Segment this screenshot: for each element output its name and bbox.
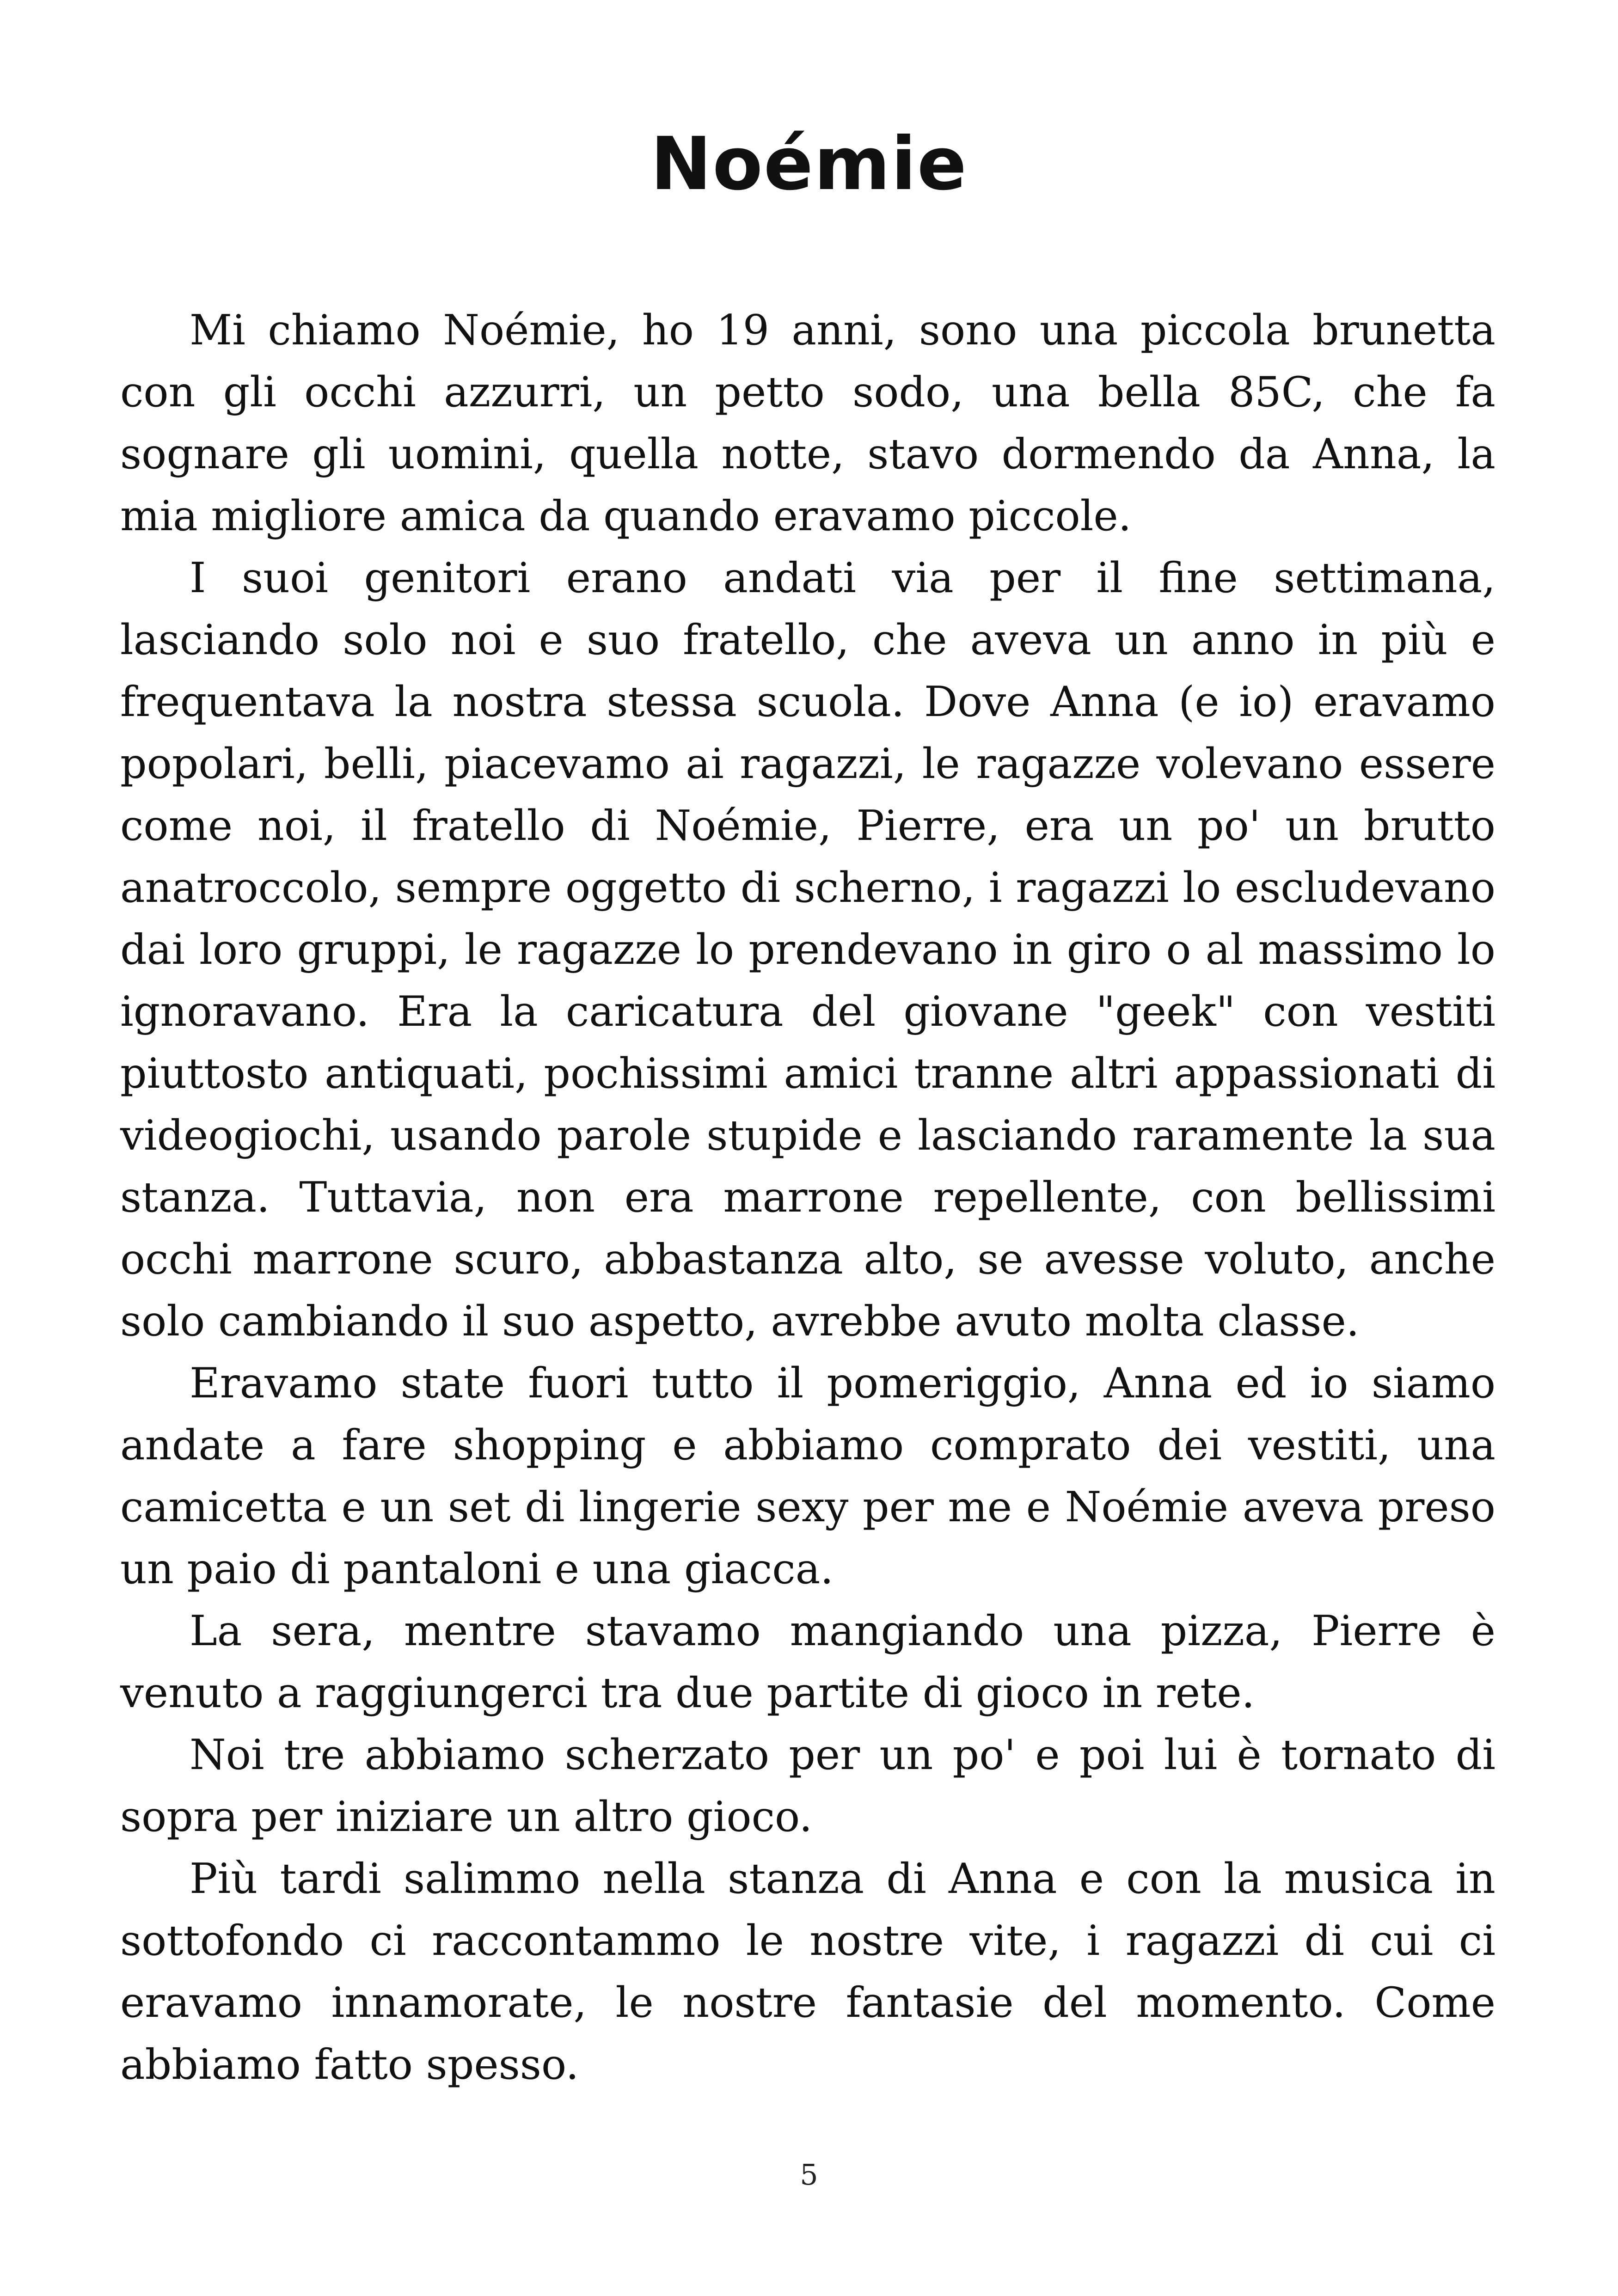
paragraph: Noi tre abbiamo scherzato per un po' e poi lui è tornato di sopra per iniziare un altro gioco. xyxy=(120,1731,1495,1841)
paragraph: La sera, mentre stavamo mangiando una pizza, Pierre è venuto a raggiungerci tra due partite di gioco in rete. xyxy=(120,1607,1495,1717)
paragraph: I suoi genitori erano andati via per il fine settimana, lasciando solo noi e suo fratello, che aveva un anno in più e frequentava la nostra stessa scuola. Dove Anna (e io) eravamo popolari, belli, piacevamo ai ragazzi, le ragazze volevano essere come noi, il fratello di Noémie, Pierre, era un po' un brutto anatroccolo, sempre oggetto di scherno, i ragazzi lo escludevano dai loro gruppi, le ragazze lo prendevano in giro o al massimo lo ignoravano. Era la caricatura del giovane "geek" con vestiti piuttosto antiquati, pochissimi amici tranne altri appassionati di videogiochi, usando parole stupide e lasciando raramente la sua stanza. Tuttavia, non era marrone repellente, con bellissimi occhi marrone scuro, abbastanza alto, se avesse voluto, anche solo cambiando il suo aspetto, avrebbe avuto molta classe. xyxy=(120,554,1495,1346)
body-text xyxy=(120,300,1495,2096)
paragraph: Più tardi salimmo nella stanza di Anna e con la musica in sottofondo ci raccontammo le nostre vite, i ragazzi di cui ci eravamo innamorate, le nostre fantasie del momento. Come abbiamo fatto spesso. xyxy=(120,1855,1495,2089)
paragraph: Eravamo state fuori tutto il pomeriggio, Anna ed io siamo andate a fare shopping e abbiamo comprato dei vestiti, una camicetta e un set di lingerie sexy per me e Noémie aveva preso un paio di pantaloni e una giacca. xyxy=(120,1359,1495,1593)
chapter-title: Noémie xyxy=(650,122,968,207)
page-number: 5 xyxy=(800,2158,818,2192)
paragraph: Mi chiamo Noémie, ho 19 anni, sono una piccola brunetta con gli occhi azzurri, un petto sodo, una bella 85C, che fa sognare gli uomini, quella notte, stavo dormendo da Anna, la mia migliore amica da quando eravamo piccole. xyxy=(120,306,1495,540)
